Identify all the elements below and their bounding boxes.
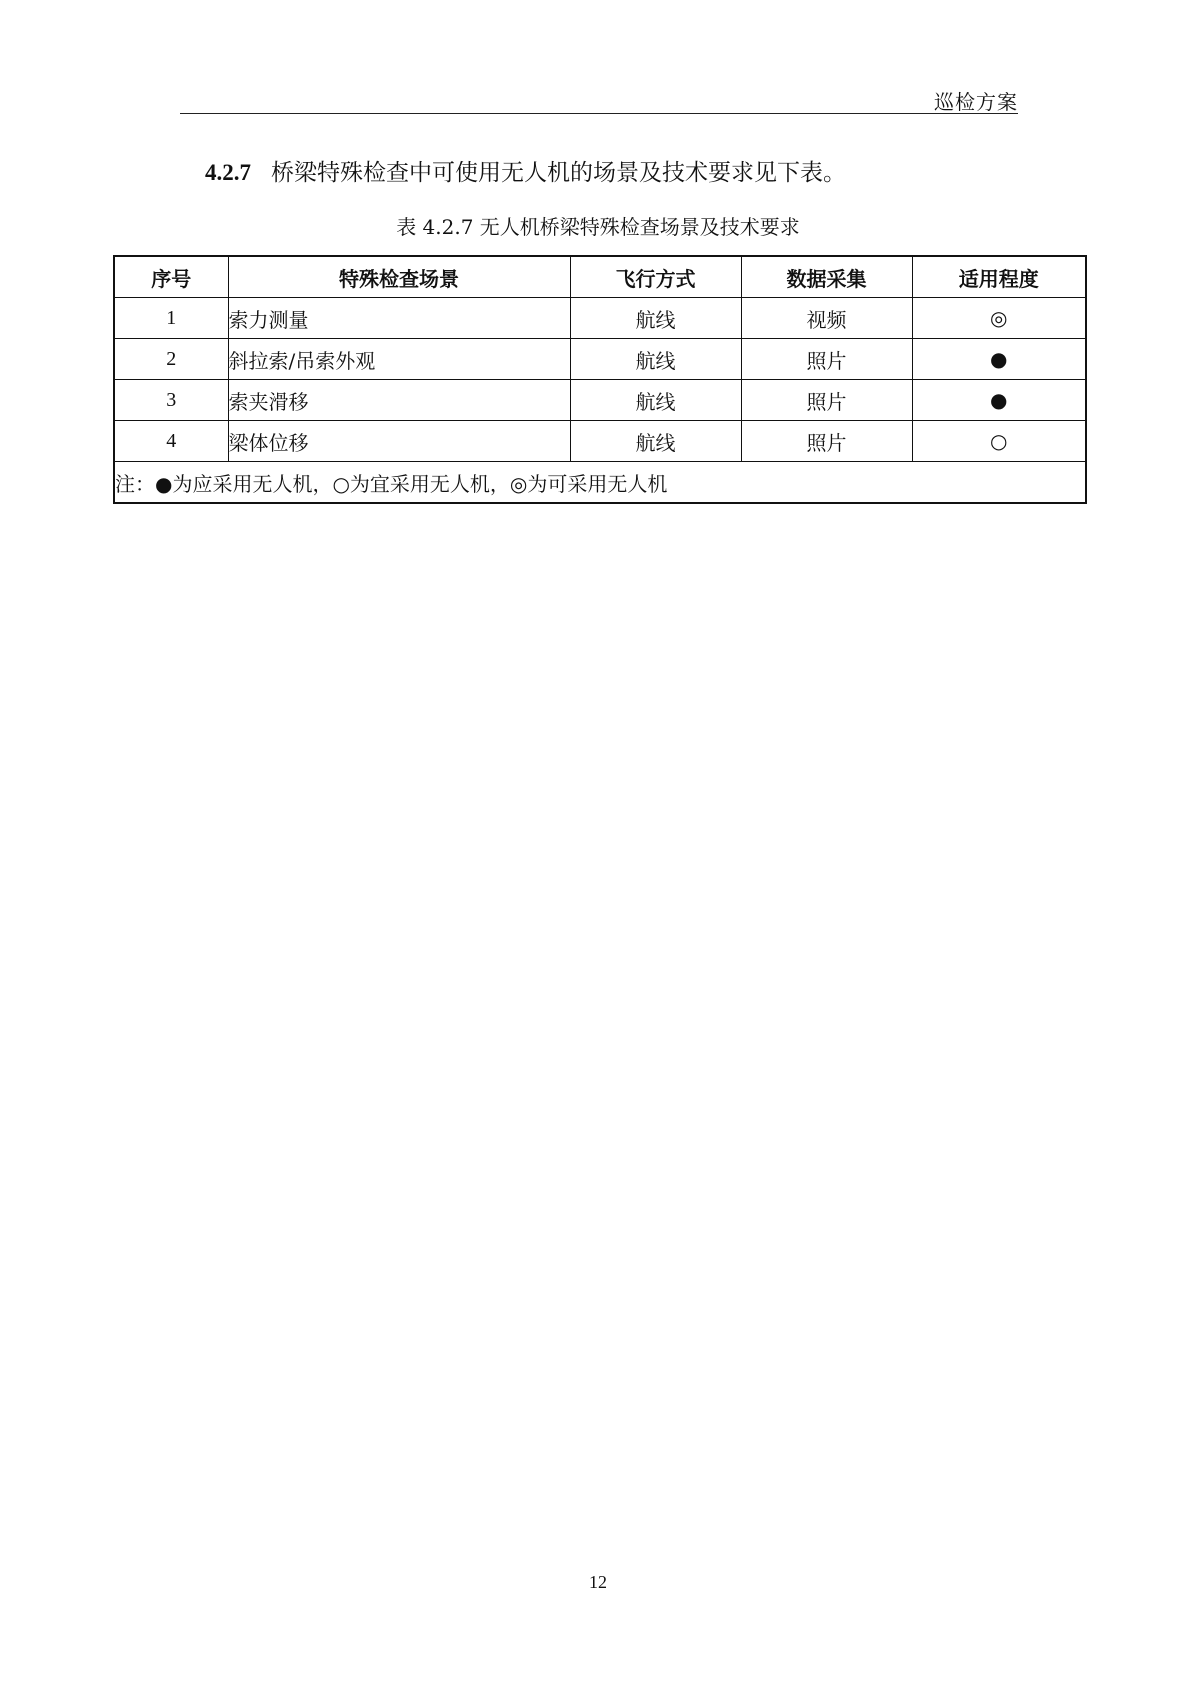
cell-scene: 斜拉索/吊索外观 (228, 339, 570, 380)
table-row (114, 421, 1086, 462)
clause-number: 4.2.7 (205, 160, 251, 185)
cell-flight-mode: 航线 (570, 421, 741, 462)
cell-applicability: ● (912, 339, 1086, 380)
cell-applicability: ● (912, 380, 1086, 421)
table-header-row (114, 256, 1086, 298)
clause-text: 桥梁特殊检查中可使用无人机的场景及技术要求见下表。 (271, 160, 846, 186)
table-note-row (114, 462, 1086, 504)
cell-applicability: ○ (912, 421, 1086, 462)
cell-index: 4 (114, 421, 228, 462)
cell-index: 2 (114, 339, 228, 380)
cell-scene: 索力测量 (228, 298, 570, 339)
cell-flight-mode: 航线 (570, 298, 741, 339)
table-note: 注：●为应采用无人机，○为宜采用无人机，◎为可采用无人机 (114, 462, 1086, 504)
column-header-data-collection: 数据采集 (741, 256, 912, 298)
cell-data-collection: 视频 (741, 298, 912, 339)
cell-index: 1 (114, 298, 228, 339)
inspection-scenario-table (113, 255, 1087, 504)
table-row (114, 298, 1086, 339)
cell-scene: 索夹滑移 (228, 380, 570, 421)
running-header-title: 巡检方案 (934, 90, 1018, 114)
cell-data-collection: 照片 (741, 380, 912, 421)
cell-flight-mode: 航线 (570, 380, 741, 421)
table-row (114, 339, 1086, 380)
table-row (114, 380, 1086, 421)
cell-data-collection: 照片 (741, 339, 912, 380)
column-header-scene: 特殊检查场景 (228, 256, 570, 298)
cell-applicability: ◎ (912, 298, 1086, 339)
cell-flight-mode: 航线 (570, 339, 741, 380)
clause-paragraph (205, 154, 846, 187)
cell-data-collection: 照片 (741, 421, 912, 462)
column-header-flight-mode: 飞行方式 (570, 256, 741, 298)
header-divider (180, 113, 1018, 114)
page-number: 12 (589, 1572, 607, 1592)
column-header-applicability: 适用程度 (912, 256, 1086, 298)
table-caption: 表 4.2.7 无人机桥梁特殊检查场景及技术要求 (396, 215, 800, 239)
column-header-index: 序号 (114, 256, 228, 298)
cell-index: 3 (114, 380, 228, 421)
cell-scene: 梁体位移 (228, 421, 570, 462)
